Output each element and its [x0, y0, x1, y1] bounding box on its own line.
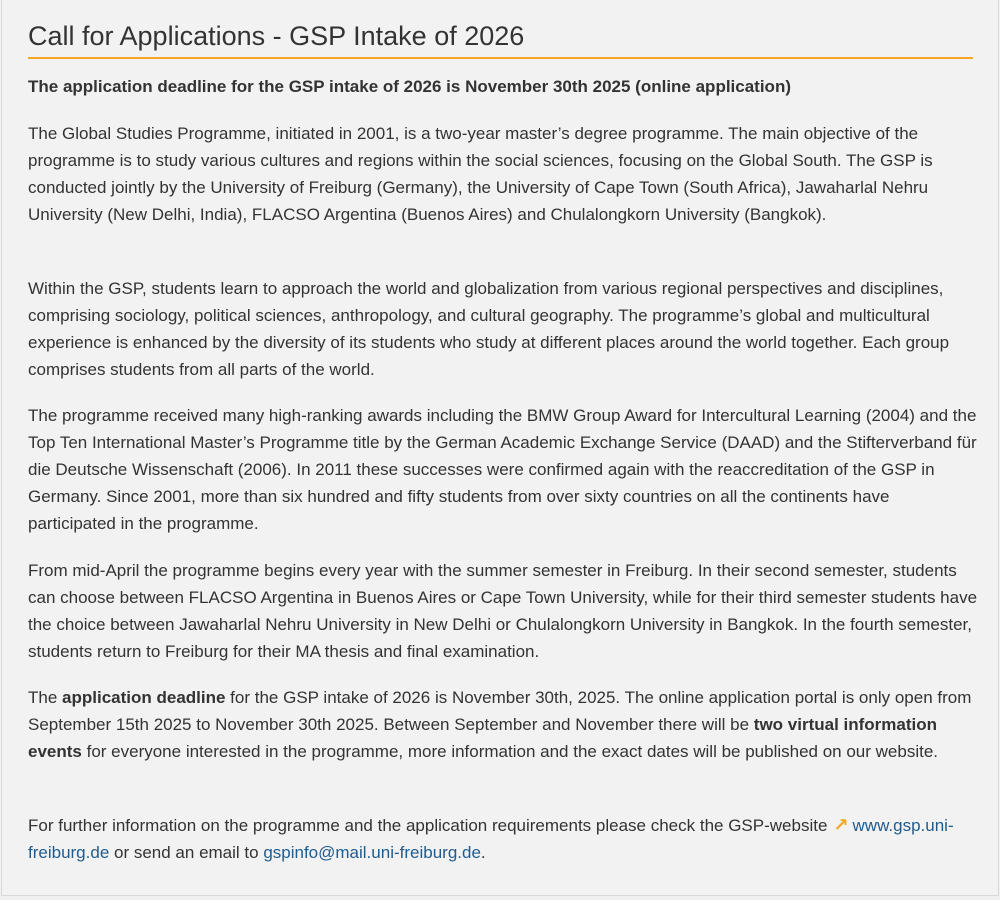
paragraph-awards: The programme received many high-ranking awards including the BMW Group Award for Intercultural Learning (2004) and the Top Ten International Master’s Programme title by the German Academic Exchange Service (DAAD) and the Stifterverband für die Deutsche Wissenschaft (2006). In 2011 these successes were confirmed again with the reaccreditation of the GSP in Germany. Since 2001, more than six hundred and fifty students from over sixty countries on all the continents have participated in the programme. [28, 406, 977, 533]
text-segment: . [480, 843, 486, 862]
gsp-website-link[interactable]: www.gsp.uni-freiburg.de [28, 816, 954, 862]
paragraph-perspectives: Within the GSP, students learn to approach the world and globalization from various regional perspectives and disciplines, comprising sociology, political sciences, anthropology, and cultural geography. The programme’s global and multicultural experience is enhanced by the diversity of its students who study at different places around the world together. Each group comprises students from all parts of the world. [28, 279, 950, 379]
text-segment: for the GSP intake of 2026 is November 30th, 2025. The online application portal is only open from September 15th 2025 to November 30th 2025. Between September and November there will be [28, 688, 972, 734]
content-panel [1, 0, 999, 896]
deadline-lead: The application deadline for the GSP intake of 2026 is November 30th 2025 (online application) [28, 77, 791, 96]
email-link[interactable]: gspinfo@mail.uni-freiburg.de [263, 843, 481, 862]
paragraph-semesters: From mid-April the programme begins every year with the summer semester in Freiburg. In their second semester, students can choose between FLACSO Argentina in Buenos Aires or Cape Town University, while for their third semester students have the choice between Jawaharlal Nehru University in New Delhi or Chulalongkorn University in Bangkok. In the fourth semester, students return to Freiburg for their MA thesis and final examination. [28, 561, 978, 661]
application-deadline-bold: application deadline [62, 688, 226, 707]
text-segment: for everyone interested in the programme, more information and the exact dates will be published on our website. [81, 742, 939, 761]
paragraph-deadline [28, 684, 978, 765]
text-segment: The [28, 688, 63, 707]
external-link-icon: ↗ [833, 815, 849, 835]
text-segment: or send an email to [109, 843, 264, 862]
paragraph-contact [28, 812, 978, 866]
page-title: Call for Applications - GSP Intake of 2026 [28, 18, 973, 59]
paragraph-intro: The Global Studies Programme, initiated in 2001, is a two-year master’s degree programme. The main objective of the programme is to study various cultures and regions within the social sciences, focusing on the Global South. The GSP is conducted jointly by the University of Freiburg (Germany), the University of Cape Town (South Africa), Jawaharlal Nehru University (New Delhi, India), FLACSO Argentina (Buenos Aires) and Chulalongkorn University (Bangkok). [28, 124, 933, 224]
text-segment: For further information on the programme and the application requirements please check the GSP-website [28, 816, 828, 835]
info-events-bold: two virtual information events [28, 715, 938, 761]
